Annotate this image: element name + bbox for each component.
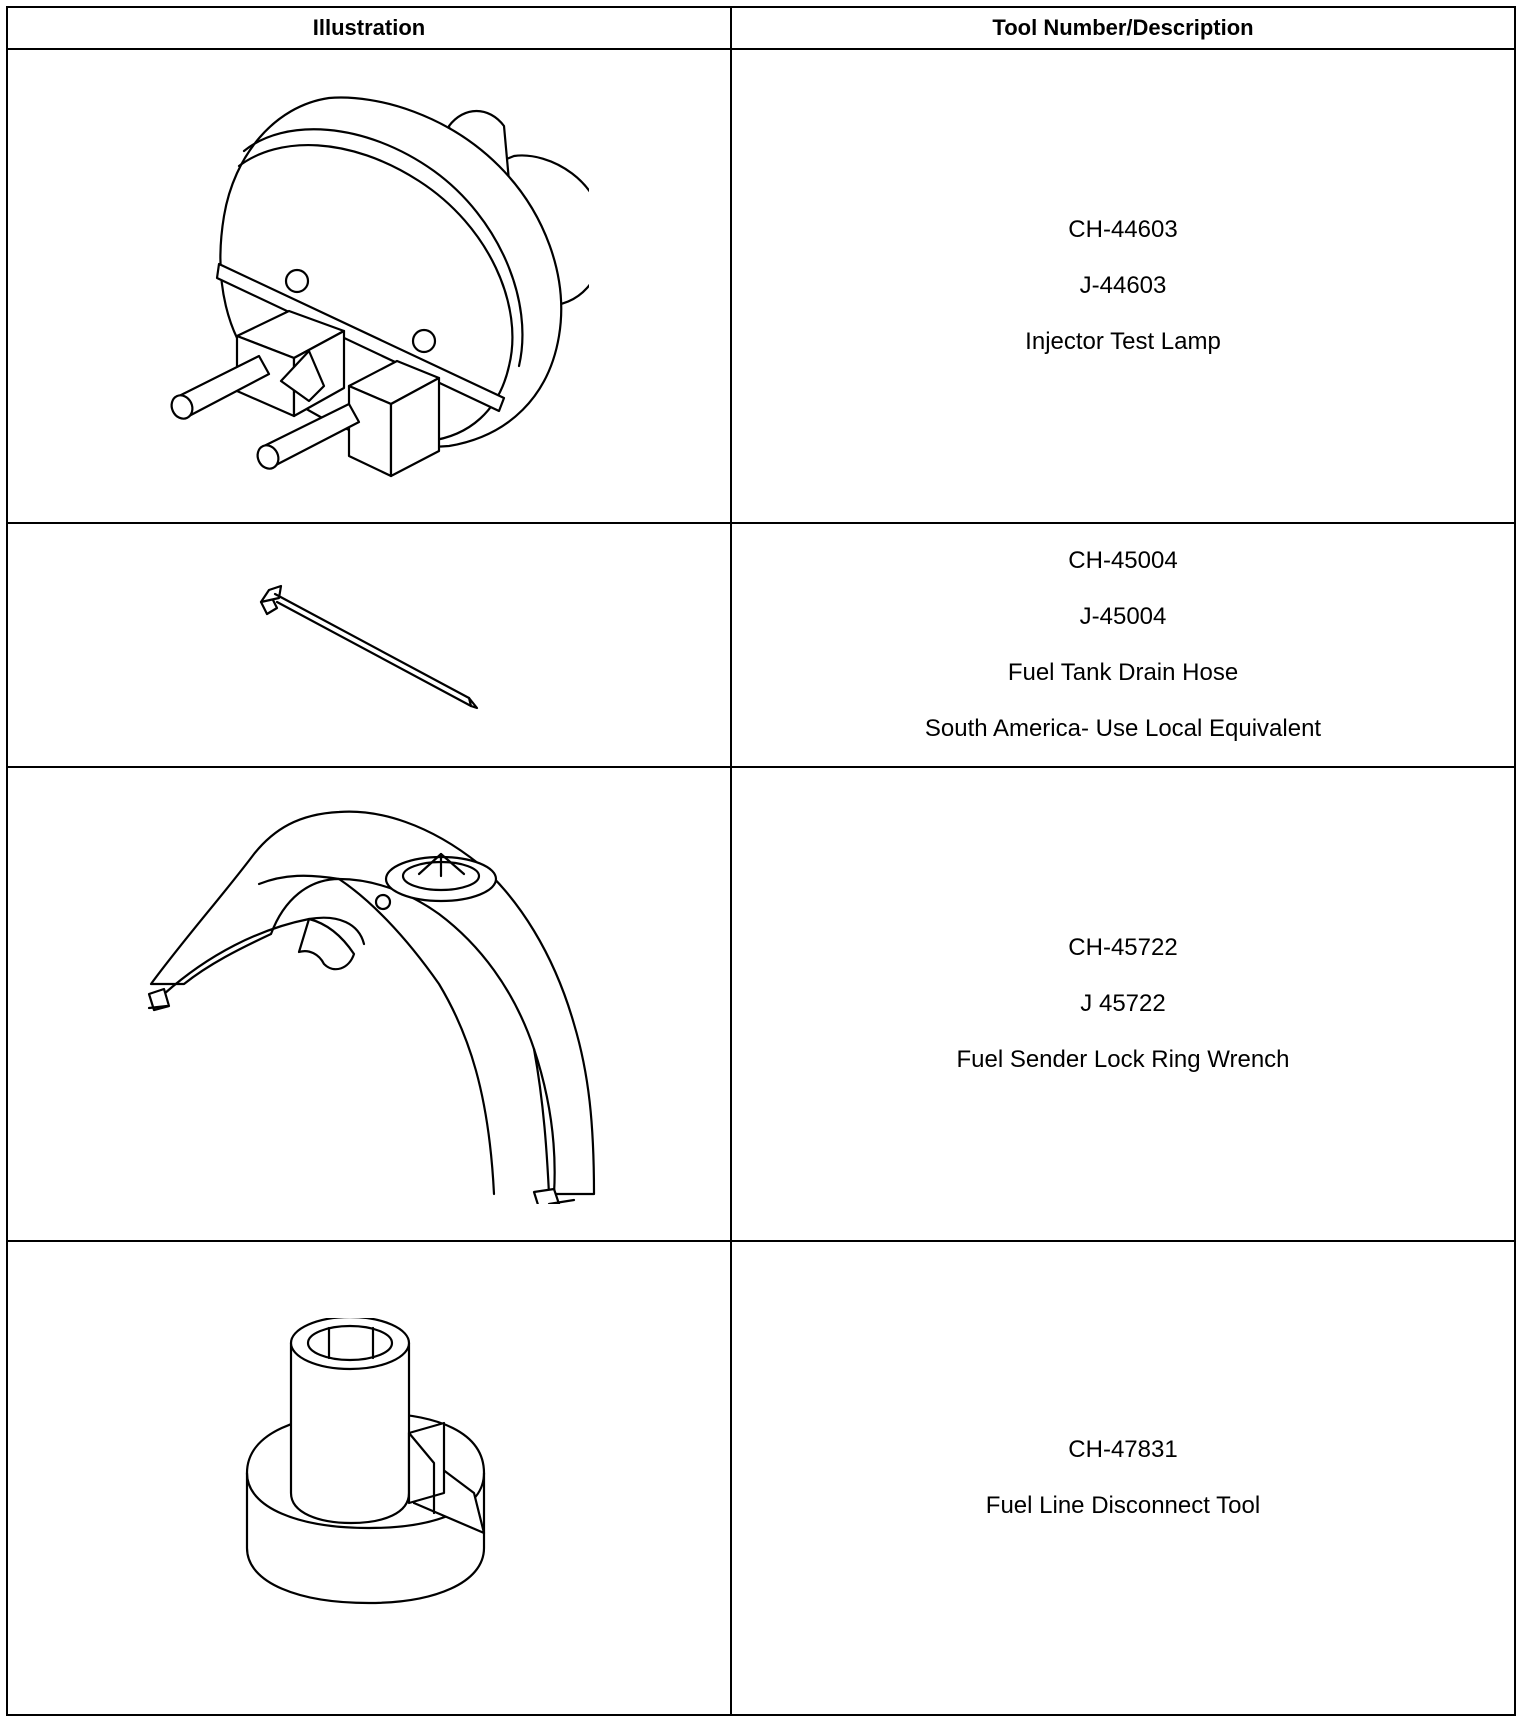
table-row [7,49,1515,523]
description-cell [731,523,1515,767]
tool-description: Injector Test Lamp [1025,328,1221,355]
description-cell [731,49,1515,523]
table-row [7,767,1515,1241]
description-cell [731,767,1515,1241]
description-cell [731,1241,1515,1715]
tool-number: CH-45004 [1068,547,1178,574]
illustration-cell [7,767,731,1241]
tool-number-alt: J-45004 [1079,603,1167,630]
tool-number: CH-44603 [1068,216,1178,243]
illustration-cell [7,1241,731,1715]
illustration-cell [7,49,731,523]
tool-description: Fuel Sender Lock Ring Wrench [956,1046,1290,1073]
tool-number: CH-45722 [1068,934,1178,961]
tool-number-alt: J 45722 [1080,990,1166,1017]
lock-ring-wrench-illustration [139,804,599,1204]
fuel-tank-drain-hose-illustration [249,570,489,720]
tool-number-alt: J-44603 [1079,272,1167,299]
description-header: Tool Number/Description [731,7,1515,49]
special-tools-table [6,6,1516,1716]
fuel-line-disconnect-tool-illustration [229,1318,509,1638]
tool-description: Fuel Tank Drain Hose [1007,659,1239,686]
illustration-header: Illustration [7,7,731,49]
tool-description: Fuel Line Disconnect Tool [985,1492,1261,1519]
table-row [7,1241,1515,1715]
tool-note: South America- Use Local Equivalent [924,715,1322,742]
tool-number: CH-47831 [1068,1436,1178,1463]
injector-test-lamp-illustration [149,86,589,486]
table-row [7,523,1515,767]
illustration-cell [7,523,731,767]
header-row [7,7,1515,49]
